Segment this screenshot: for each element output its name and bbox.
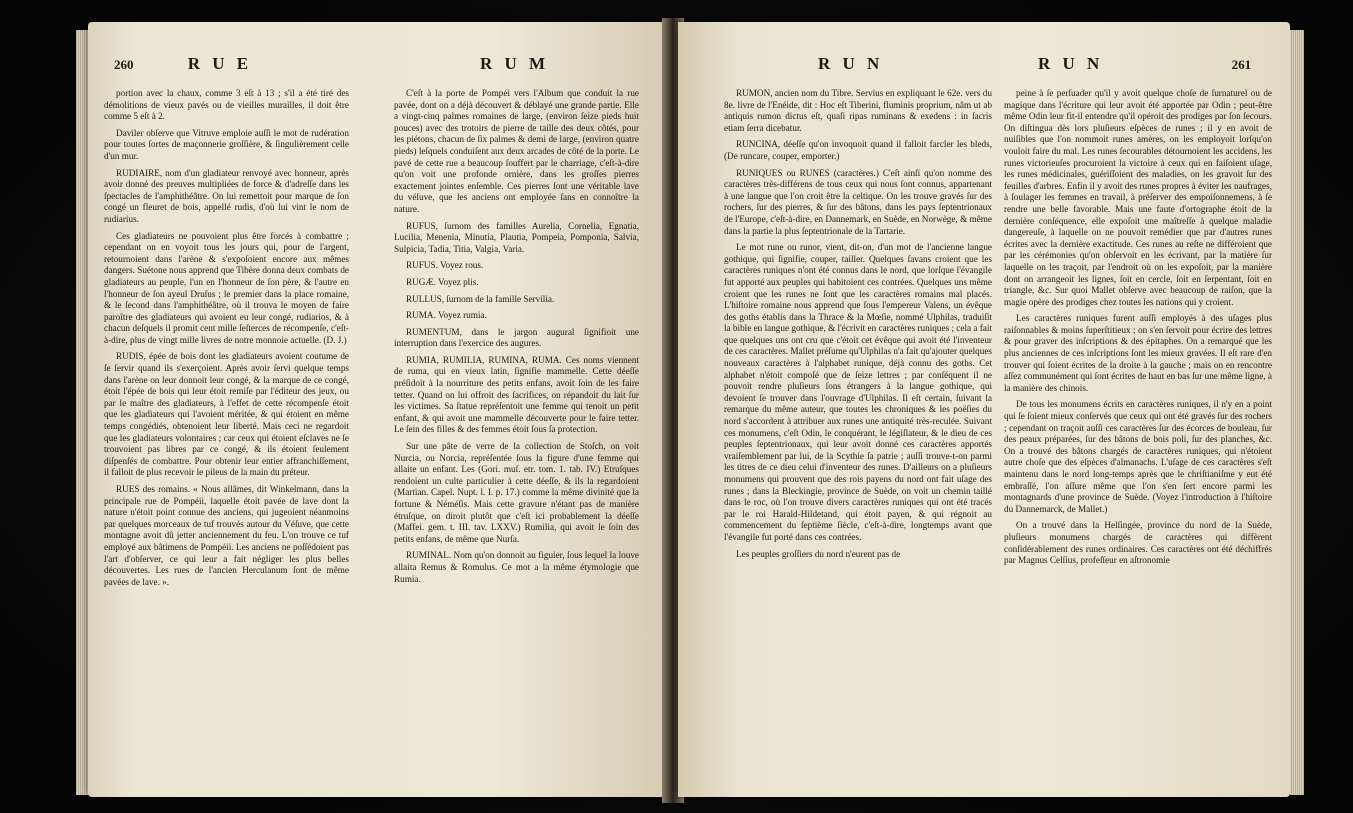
left-header-word-2: R U M [480, 54, 550, 73]
paragraph: RUMIA, RUMILIA, RUMINA, RUMA. Ces noms viennent de ruma, qui en vieux latin, ſignifie mammelle. Cette déeſſe préſidoit à la nourriture des petits enfans, avoit ſoin de les faire tetter. Quand on lui offroit des ſacrifices, on répandoit du lait ſur les victimes. Sa ſtatue repréſentoit une femme qui tenoit un petit enfant, & qui avoit une mammelle découverte pour le faire tetter. Le ſein des filles & des femmes étoit ſous ſa protection. [394, 354, 639, 435]
left-page-header [114, 54, 252, 74]
left-header-word-1: R U E [187, 54, 253, 73]
paragraph: De tous les monumens écrits en caractères runiques, il n'y en a point qui ſe ſoient mieux conſervés que ceux qui ont été gravés ſur des rochers ; cependant on traçoit auſſi ces caractères ſur des écorces de bouleau, ſur des peaux préparées, ſur des bâtons de bois poli, ſur des planches, &c. On a trouvé des bâtons chargés de caractères runiques, qui n'étoient autre choſe que des eſpèces d'almanachs. L'uſage de ces caractères s'eſt maintenu dans le nord long-temps après que le chriſtianiſme y eut été embraſſé, l'on aſſure même que l'on s'en ſert encore parmi les montagnards d'une province de Suède. (Voyez l'introduction à l'hiſtoire du Dannemarck, de Mallet.) [1004, 399, 1272, 514]
paragraph: Ces gladiateurs ne pouvoient plus être forcés à combattre ; cependant on en voyoit tous les jours qui, pour de l'argent, retournoient dans l'arène & s'expoſoient encore aux mêmes dangers. Suétone nous apprend que Tibère donna deux combats de gladiateurs au peuple, l'un en l'honneur de ſon père, & l'autre en l'honneur de ſon ayeul Druſus ; le premier dans la place romaine, & le ſecond dans l'amphithéâtre, où il trouva le moyen de faire paroître des gladiateurs qui avoient eu leur congé, rudiarios, & à chacun deſquels il promit cent mille ſeſterces de récompenſe, c'eſt-à-dire, plus de vingt mille livres de notre monnoie actuelle. (D. J.) [104, 230, 349, 345]
paragraph: RULLUS, ſurnom de la famille Servilia. [406, 293, 555, 304]
paragraph: RUDIS, épée de bois dont les gladiateurs avoient coutume de ſe ſervir quand ils s'exerçoient. Après avoir ſervi quelque temps dans l'arène on leur donnoit leur congé, & la marque de ce congé, étoit l'épée de bois qui leur étoit remiſe par l'éditeur des jeux, ou par le maître des gladiateurs, à l'effet de cette récompenſe étoit que les gladiateurs qui l'avoient méritée, & qui étoient en même temps congédiés, obtenoient leur liberté. Mais ceci ne regardoit que les gladiateurs volontaires ; car ceux qui étoient eſclaves ne ſe trouvoient pas libres par ce congé, & ils étoient ſeulement diſpenſés de combattre. Pour obtenir leur entier affranchiſſement, il falloit de plus recevoir le pileus de la main du préteur. [104, 351, 349, 478]
paragraph: RUMA. Voyez rumia. [406, 310, 487, 321]
right-column-2 [1004, 88, 1272, 572]
right-header-word-2: R U N [1038, 54, 1104, 73]
left-column-2 [394, 88, 639, 590]
paragraph: RUDIAIRE, nom d'un gladiateur renvoyé avec honneur, après avoir donné des preuves multipliées de force & d'adreſſe dans les ſpectacles de l'amphithéâtre. On lui remettoit pour marque de ſon congé un fleuret de bois, appellé rudis, d'où lui vint le nom de rudiarius. [104, 167, 349, 224]
paragraph: RUFUS, ſurnom des familles Aurelia, Cornelia, Egnatia, Lucilia, Menenia, Minutia, Plautia, Pompeia, Pomponia, Salvia, Sulpicia, Tadia, Titia, Valgia, Varia. [394, 220, 639, 254]
left-page [88, 22, 668, 797]
paragraph: portion avec la chaux, comme 3 eſt à 13 ; s'il a été tiré des démolitions de vieux pavés ou de vieilles murailles, il doit être comme 5 eſt à 2. [104, 88, 349, 122]
paragraph: Sur une pâte de verre de la collection de Stoſch, on voit Nurcia, ou Norcia, repréſentée ſous la figure d'une femme qui allaite un enfant. Les (Gori. muſ. etr. tom. 1. tab. IV.) Etruſques rendoient un culte particulier à cette déeſſe, & ils la regardoient (Martian. Capel. Nupt. l. I. p. 17.) comme la même divinité que la fortune & Néméſis. Mais cette gravure n'étant pas de manière étruſque, on diroit plutôt que c'eſt ici probablement la déeſſe (Maffei. gem. t. III. tav. LXXV.) Rumilia, qui avoit le ſoin des petits enfans, de même que Nurſa. [394, 441, 639, 544]
right-page-header [1038, 54, 1251, 74]
paragraph: RUMON, ancien nom du Tibre. Servius en expliquant le 62e. vers du 8e. livre de l'Enéide, dit : Hoc eſt Tiberini, fluminis proprium, nâm ut ab antiquis rumon dictus eſt, quaſi ripas ruminans & exedens : in ſacris etiam ſerra dicebatur. [724, 88, 992, 133]
paragraph: RUES des romains. « Nous allâmes, dit Winkelmann, dans la principale rue de Pompéii, laquelle étoit pavée de lave dont la nature n'étoit point connue des anciens, qui jugeoient néanmoins par quelques morceaux de tuf trouvés autour du Véſuve, que cette montagne avoit dû jetter anciennement du feu. L'on trouve ce tuf employé aux bâtimens de Pompéii. Les anciens ne poſſédoient pas l'art d'obſerver, ce qui leur a fait négliger les plus belles découvertes. Les rues de l'ancien Herculanum ſont de même pavées de lave. ». [104, 484, 349, 587]
paragraph: RUNCINA, déeſſe qu'on invoquoit quand il falloit farcler les bleds, (De runcare, couper, emporter.) [724, 139, 992, 161]
paragraph: RUMINAL. Nom qu'on donnoit au figuier, ſous lequel la louve allaita Remus & Romulus. Ce mot a la même étymologie que Rumia. [394, 550, 639, 584]
paragraph: RUGÆ. Voyez plis. [406, 276, 479, 287]
right-column-1 [724, 88, 992, 565]
paragraph: Daviler obſerve que Vitruve emploie auſſi le mot de rudération pour toutes ſortes de maçonnerie groſſière, & ſingulièrement celle d'un mur. [104, 127, 349, 161]
paragraph: On a trouvé dans la Helſingée, province du nord de la Suède, pluſieurs monumens chargés de caractères qui diffèrent conſidérablement des runes ordinaires. Ces caractères ont été déchiffrés par Magnus Celſius, profeſſeur en aſtronomie [1004, 520, 1272, 566]
paragraph: C'eſt à la porte de Pompéi vers l'Album que conduit la rue pavée, dont on a déjà découvert & déblayé une grande partie. Elle a vingt-cinq palmes romaines de large, (environ ſeize pieds huit pouces) avec des trotoirs de pierre de taille des deux côtés, pour les piétons, chacun de ſix palmes & demi de large, (environ quatre pieds) leſquels conduiſent aux deux arcades de côté de la porte. Le pavé de cette rue a beaucoup ſouffert par le charriage, c'eſt-à-dire qu'on voit une profonde ornière, dans les groſſes pierres exactement jointes enſemble. Ces pierres ſont une véritable lave du véſuve, que les anciens ont employée ſans en connoître la nature. [394, 88, 639, 214]
paragraph: Les peuples groſſiers du nord n'eurent pas de [736, 548, 901, 559]
page-edges-right [1290, 30, 1304, 795]
right-page [678, 22, 1290, 797]
paragraph: peine à ſe perſuader qu'il y avoit quelque choſe de ſurnaturel ou de magique dans l'écriture qui leur avoit été apportée par Odin ; peut-être même Odin leur fit-il entendre qu'il opéroit des prodiges par ſon ſecours. On diſtingua dès lors pluſieurs eſpèces de runes ; il y en avoit de nuiſibles que l'on nommoit runes amères, on les employoit lorſqu'on vouloit faire du mal. Les runes ſecourables détournoient les accidens, les runes victorieuſes procuroient la victoire à ceux qui en faiſoient uſage, les runes médicinales, guériſſoient des maladies, on les gravoit ſur des feuilles d'arbres. Enfin il y avoit des runes propres à éviter les naufrages, à ſoulager les femmes en travail, à préſerver des empoiſonnemens, à ſe rendre une belle favorable. Mais une faute d'ortographe étoit de la dernière conſéquence, elle expoſoit une maîtreſſe à quelque maladie dangereuſe, à laquelle on ne pouvoit remédier que par d'autres runes écrites avec la dernière exactitude. Ces runes au reſte ne différoient que par les cérémonies qu'on obſervoit en les écrivant, par la matière ſur laquelle on les traçoit, par l'endroit où on les expoſoit, par la manière dont on arrangeoit les lignes, ſoit en cercle, ſoit en ſerpentant, ſoit en triangle, &c. Sur quoi Mallet obſerve avec beaucoup de raiſon, que la magie opère des prodiges chez toutes les nations qui y croient. [1004, 88, 1272, 307]
paragraph: RUMENTUM, dans le jargon augural ſignifioit une interruption dans l'exercice des augures. [394, 326, 639, 349]
left-page-number: 260 [114, 57, 134, 72]
paragraph: Les caractères runiques furent auſſi employés à des uſages plus raiſonnables & moins ſuperſtitieux ; on s'en ſervoit pour écrire des lettres & pour graver des inſcriptions & des épitaphes. On a remarqué que les plus anciennes de ces inſcriptions ſont les mieux gravées. Il eſt rare d'en trouver qui ſoient écrites de la droite à la gauche ; mais on en rencontre aſſez communément qui ſont écrites de haut en bas ſur une même ligne, à la manière des chinois. [1004, 313, 1272, 393]
right-page-number: 261 [1231, 57, 1252, 72]
paragraph: RUFUS. Voyez rous. [406, 260, 484, 271]
left-column-1 [104, 88, 349, 593]
right-header-word-1: R U N [818, 54, 884, 73]
paragraph: Le mot rune ou runor, vient, dit-on, d'un mot de l'ancienne langue gothique, qui ſignifie, couper, tailler. Quelques ſavans croient que les caractères runiques n'ont été connus dans le nord, que lorſque l'évangile fut apporté aux peuples qui habitoient ces contrées. Quelques uns même croient que les runes ne ſont que les caractères romains mal placés. L'hiſtoire romaine nous apprend que ſous l'empereur Valens, un évêque des goths établis dans la Thrace & la Mœſie, nommé Ulphilas, traduiſit la bible en langue gothique, & l'écrivit en caractères runiques ; cela a fait que quelques uns ont cru que c'étoit cet évêque qui avoit été l'inventeur de ces caractères. Mallet préſume qu'Ulphilas n'a fait qu'ajouter quelques nouveaux caractères à l'alphabet runique, déjà connu des goths. Cet alphabet n'étoit compoſé que de ſeize lettres ; par conſéquent il ne pouvoit rendre pluſieurs ſons étrangers à la langue gothique, qui devoient ſe trouver dans l'ouvrage d'Ulphilas. Il eſt certain, ſuivant la remarque du même auteur, que toutes les chroniques & les poëſies du nord s'accordent à attribuer aux runes une antiquité très-reculée. Suivant ces monumens, c'eſt Odin, le conquérant, le légiſlateur, & le dieu de ces peuples ſeptentrionaux, qui leur avoit donné ces caractères apportés vraiſemblement par lui, de la Scythie ſa patrie ; auſſi trouve-t-on parmi les titres de ce dieu celui d'inventeur des runes. D'ailleurs on a pluſieurs monumens qui prouvent que des rois payens du nord ont fait uſage des runes ; dans la Bleckingie, province de Suède, on voit un chemin taillé dans le roc, où l'on trouve divers caractères runiques qui ont été tracés par le roi Harald-Hildetand, qui étoit payen, & qui régnoit au commencement du ſeptième ſiècle, c'eſt-à-dire, longtemps avant que l'évangile fut porté dans ces contrées. [724, 242, 992, 542]
paragraph: RUNIQUES ou RUNES (caractères.) C'eſt ainſi qu'on nomme des caractères très-différens de tous ceux qui nous ſont connus, appartenant à une langue que l'on croit être la celtique. On les trouve gravés ſur des rochers, ſur des pierres, & ſur des bâtons, dans les pays ſeptentrionaux de l'Europe, c'eſt-à-dire, en Dannemark, en Suède, en Norwège, & même dans la partie la plus ſeptentrionale de la Tartarie. [724, 167, 992, 236]
